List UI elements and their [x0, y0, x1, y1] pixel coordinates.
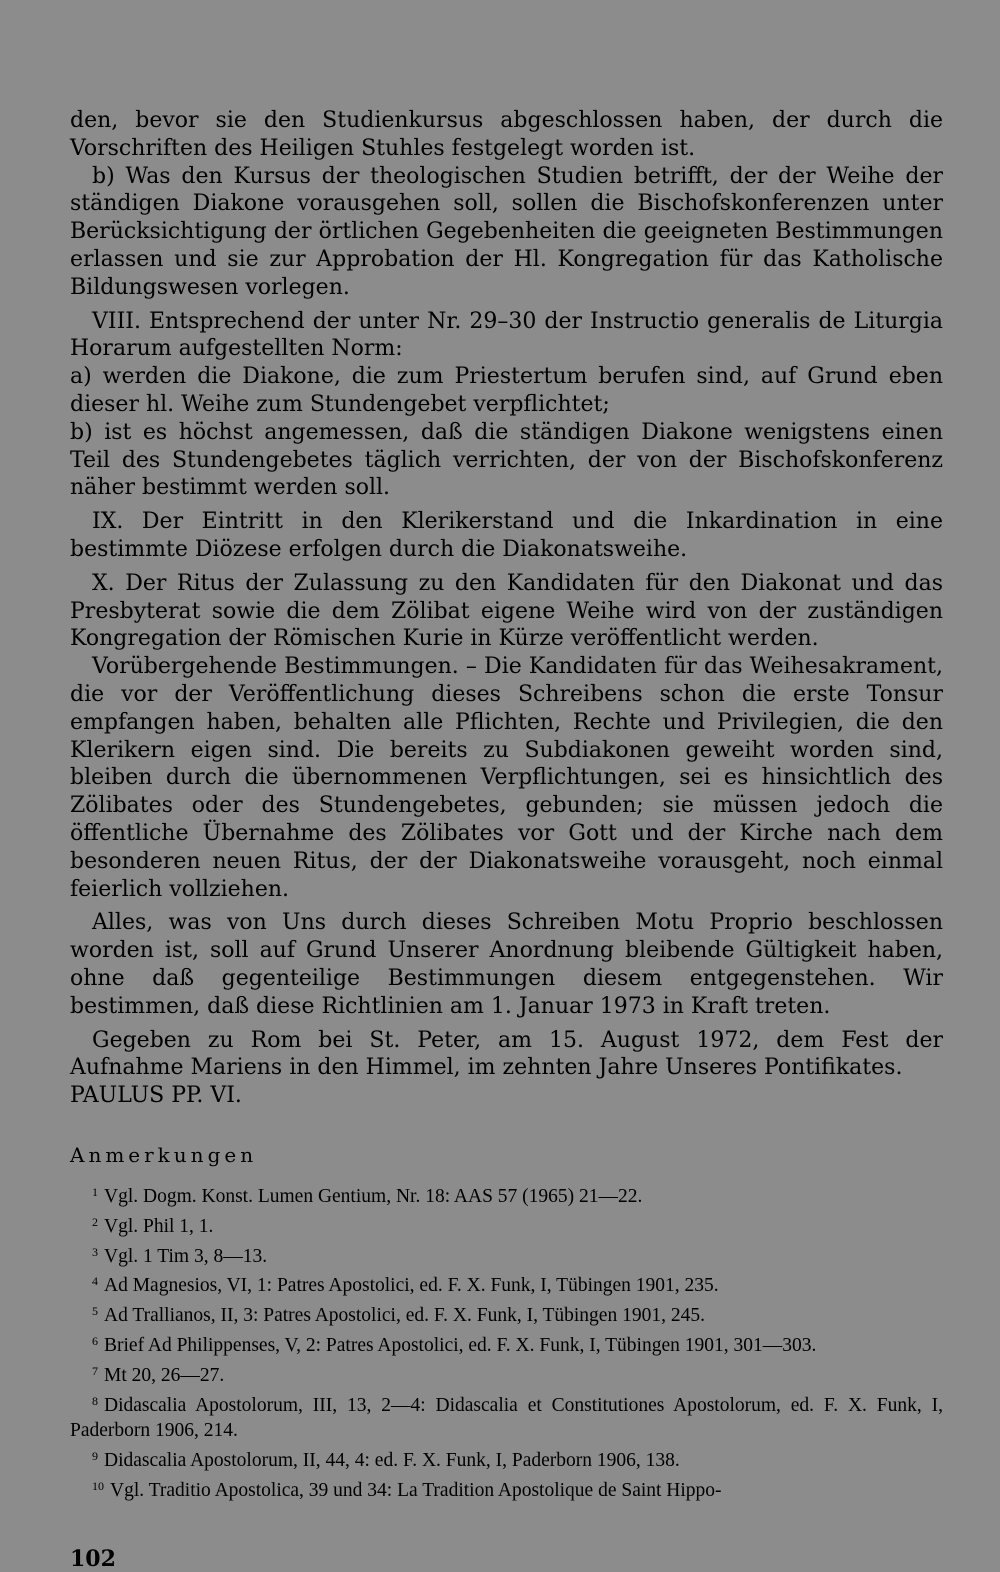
- notes-heading: Anmerkungen: [70, 1143, 258, 1167]
- body-text: [70, 107, 943, 1110]
- footnote-text: Brief Ad Philippenses, V, 2: Patres Apostolici, ed. F. X. Funk, I, Tübingen 1901, 301—303.: [104, 1334, 817, 1356]
- footnote: [70, 1240, 943, 1270]
- footnote-text: Vgl. Phil 1, 1.: [104, 1215, 214, 1237]
- footnote-number: 9: [92, 1449, 98, 1464]
- footnote-number: 7: [92, 1363, 98, 1378]
- footnote-number: 6: [92, 1333, 98, 1348]
- paragraph: Alles, was von Uns durch dieses Schreiben Motu Proprio beschlossen worden ist, soll auf Grund Unserer Anordnung bleibende Gültigkeit haben, ohne daß gegenteilige Bestimmungen diesem entgegenstehen. Wir bestimmen, daß diese Richtlinien am 1. Januar 1973 in Kraft treten.: [70, 910, 943, 1019]
- signature: PAULUS PP. VI.: [70, 1083, 242, 1109]
- footnote-text: Didascalia Apostolorum, III, 13, 2—4: Didascalia et Constitutiones Apostolorum, ed. F. X. Funk, I, Paderborn 1906, 214.: [70, 1394, 943, 1442]
- footnote-text: Vgl. Traditio Apostolica, 39 und 34: La Tradition Apostolique de Saint Hippo-: [110, 1479, 722, 1501]
- page-number: 102: [70, 1546, 116, 1572]
- footnote-text: Vgl. Dogm. Konst. Lumen Gentium, Nr. 18: AAS 57 (1965) 21—22.: [104, 1186, 643, 1207]
- footnote: [70, 1444, 943, 1474]
- footnote-text: Vgl. 1 Tim 3, 8—13.: [104, 1245, 268, 1267]
- paragraph: den, bevor sie den Studienkursus abgeschlossen haben, der durch die Vorschriften des Heiligen Stuhles festgelegt worden ist.: [70, 108, 943, 161]
- footnote: [70, 1389, 943, 1445]
- footnote: [70, 1359, 943, 1389]
- footnote: [70, 1299, 943, 1329]
- footnote-number: 2: [92, 1214, 98, 1229]
- footnotes: [70, 1180, 943, 1504]
- footnote-text: Ad Trallianos, II, 3: Patres Apostolici, ed. F. X. Funk, I, Tübingen 1901, 245.: [104, 1305, 705, 1327]
- footnote: [70, 1329, 943, 1359]
- footnote: [70, 1210, 943, 1240]
- footnote-number: 3: [92, 1244, 98, 1259]
- footnote-number: 8: [92, 1393, 98, 1408]
- paragraph: Vorübergehende Bestimmungen. – Die Kandidaten für das Weihesakrament, die vor der Veröffentlichung dieses Schreibens schon die erste Tonsur empfangen haben, behalten alle Pflichten, Rechte und Privilegien, die den Klerikern eigen sind. Die bereits zu Subdiakonen geweiht worden sind, bleiben durch die übernommenen Verpflichtungen, sei es hinsichtlich des Zölibates oder des Stundengebetes, gebunden; sie müssen jedoch die öffentliche Übernahme des Zölibates vor Gott und der Kirche nach dem besonderen neuen Ritus, der der Diakonatsweihe vorausgeht, noch einmal feierlich vollziehen.: [70, 654, 943, 902]
- paragraph: VIII. Entsprechend der unter Nr. 29–30 der Instructio generalis de Liturgia Horarum aufgestellten Norm:: [70, 308, 943, 362]
- paragraph: a) werden die Diakone, die zum Priestertum berufen sind, auf Grund eben dieser hl. Weihe zum Stundengebet verpflichtet;: [70, 364, 943, 417]
- footnote-number: 1: [92, 1185, 98, 1199]
- footnote-text: Mt 20, 26—27.: [104, 1364, 225, 1386]
- paragraph: IX. Der Eintritt in den Klerikerstand und die Inkardination in eine bestimmte Diözese erfolgen durch die Diakonatsweihe.: [70, 509, 943, 562]
- paragraph: b) ist es höchst angemessen, daß die ständigen Diakone wenigstens einen Teil des Stundengebetes täglich verrichten, der von der Bischofskonferenz näher bestimmt werden soll.: [70, 419, 943, 501]
- paragraph: Gegeben zu Rom bei St. Peter, am 15. August 1972, dem Fest der Aufnahme Mariens in den Himmel, im zehnten Jahre Unseres Pontifikates.: [70, 1027, 943, 1081]
- footnote-text: Ad Magnesios, VI, 1: Patres Apostolici, ed. F. X. Funk, I, Tübingen 1901, 235.: [104, 1275, 719, 1297]
- footnote-number: 4: [92, 1274, 98, 1289]
- footnote: [70, 1474, 943, 1504]
- footnote-number: 5: [92, 1304, 98, 1319]
- footnote-text: Didascalia Apostolorum, II, 44, 4: ed. F. X. Funk, I, Paderborn 1906, 138.: [104, 1450, 680, 1472]
- footnote: [70, 1269, 943, 1299]
- paragraph: b) Was den Kursus der theologischen Studien betrifft, der der Weihe der ständigen Diakone vorausgehen soll, sollen die Bischofskonferenzen unter Berücksichtigung der örtlichen Gegebenheiten die geeigneten Bestimmungen erlassen und sie zur Approbation der Hl. Kongregation für das Katholische Bildungswesen vorlegen.: [70, 163, 943, 300]
- footnote-number: 10: [92, 1478, 104, 1493]
- paragraph: X. Der Ritus der Zulassung zu den Kandidaten für den Diakonat und das Presbyterat sowie die dem Zölibat eigene Weihe wird von der zuständigen Kongregation der Römischen Kurie in Kürze veröffentlicht werden.: [70, 570, 943, 652]
- footnote: [70, 1180, 943, 1210]
